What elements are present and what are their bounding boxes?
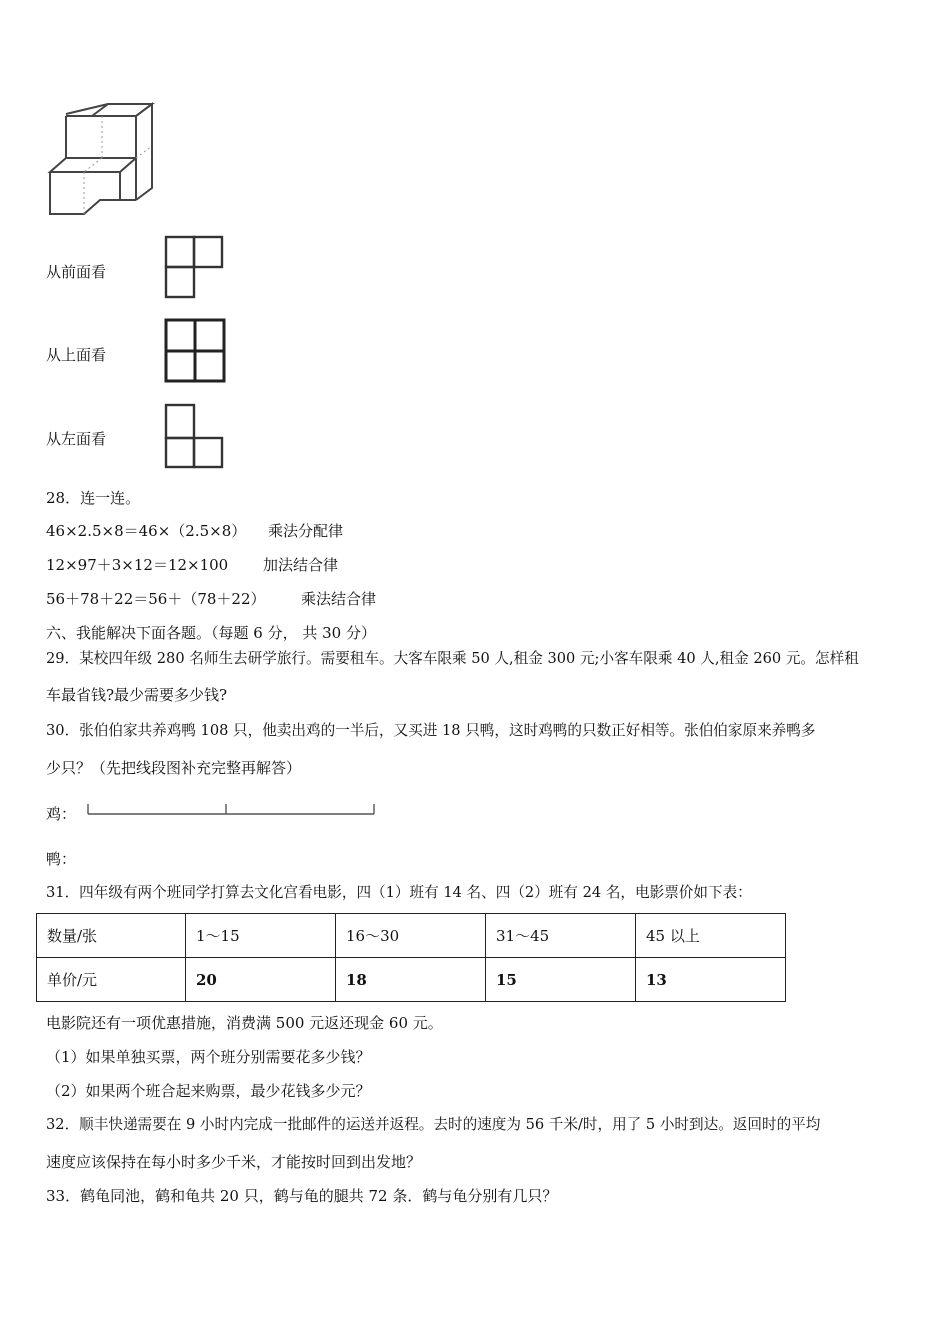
view-top-label: 从上面看 <box>46 346 107 364</box>
ticket-price-table <box>36 913 786 1002</box>
table-cell: 31～45 <box>486 914 636 958</box>
table-cell: 45 以上 <box>636 914 786 958</box>
q28-expr-1: 46×2.5×8＝46×（2.5×8） <box>46 522 247 540</box>
q28-law-1: 乘法分配律 <box>268 522 344 540</box>
table-cell: 13 <box>636 958 786 1002</box>
q28-law-3: 乘法结合律 <box>301 590 377 608</box>
q33-line-1: 33．鹤龟同池，鹤和龟共 20 只，鹤与龟的腿共 72 条．鹤与龟分别有几只？ <box>46 1187 558 1205</box>
left-view-grid <box>164 403 226 471</box>
table-row <box>37 914 786 958</box>
chicken-segment-line <box>86 800 378 820</box>
top-view-grid <box>164 318 228 384</box>
q28-law-2: 加法结合律 <box>263 556 339 574</box>
q28-expr-2: 12×97＋3×12＝12×100 <box>46 556 229 574</box>
duck-label: 鸭： <box>46 850 77 868</box>
chicken-label: 鸡： <box>46 805 77 823</box>
front-view-grid <box>164 235 226 301</box>
table-row <box>37 958 786 1002</box>
view-left-label: 从左面看 <box>46 430 107 448</box>
table-cell: 20 <box>186 958 336 1002</box>
q30-line-1: 30．张伯伯家共养鸡鸭 108 只，他卖出鸡的一半后，又买进 18 只鸭，这时鸡鸭的只数正好相等。张伯伯家原来养鸭多 <box>46 722 816 739</box>
q31-note: 电影院还有一项优惠措施，消费满 500 元返还现金 60 元。 <box>46 1014 443 1032</box>
table-cell: 15 <box>486 958 636 1002</box>
table-cell: 数量/张 <box>37 914 186 958</box>
table-cell: 16～30 <box>336 914 486 958</box>
table-cell: 单价/元 <box>37 958 186 1002</box>
cube-solid-figure <box>44 100 159 220</box>
table-cell: 1～15 <box>186 914 336 958</box>
q31-sub-1: （1）如果单独买票，两个班分别需要花多少钱？ <box>46 1048 371 1066</box>
section-six-heading: 六、我能解决下面各题。（每题 6 分， 共 30 分） <box>46 624 376 642</box>
q32-line-1: 32．顺丰快递需要在 9 小时内完成一批邮件的运送并返程。去时的速度为 56 千米/时，用了 5 小时到达。返回时的平均 <box>46 1116 821 1133</box>
q28-expr-3: 56＋78＋22＝56＋（78＋22） <box>46 590 266 608</box>
q28-title: 28．连一连。 <box>46 489 141 507</box>
table-cell: 18 <box>336 958 486 1002</box>
q29-line-1: 29．某校四年级 280 名师生去研学旅行。需要租车。大客车限乘 50 人,租金 300 元;小客车限乘 40 人,租金 260 元。怎样租 <box>46 650 859 667</box>
q30-line-2: 少只？（先把线段图补充完整再解答） <box>46 759 302 777</box>
q31-intro: 31．四年级有两个班同学打算去文化宫看电影，四（1）班有 14 名、四（2）班有 24 名，电影票价如下表： <box>46 884 752 901</box>
q32-line-2: 速度应该保持在每小时多少千米，才能按时回到出发地？ <box>46 1153 422 1171</box>
q31-sub-2: （2）如果两个班合起来购票，最少花钱多少元？ <box>46 1082 371 1100</box>
view-front-label: 从前面看 <box>46 263 107 281</box>
q29-line-2: 车最省钱?最少需要多少钱? <box>46 686 228 704</box>
